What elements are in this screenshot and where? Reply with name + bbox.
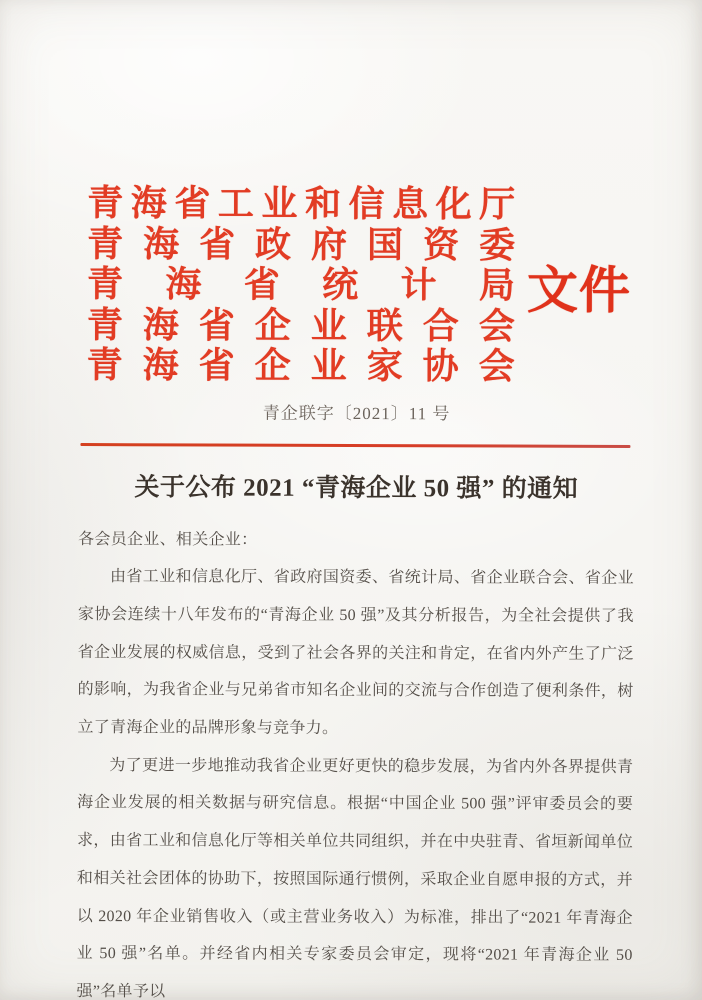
org-line-char: 企 <box>254 305 291 346</box>
org-line-char: 化 <box>435 184 472 225</box>
org-line <box>87 305 515 347</box>
org-line-char: 青 <box>87 223 124 264</box>
document-body <box>76 521 634 1000</box>
org-line-char: 省 <box>174 183 211 224</box>
org-line-char: 海 <box>142 345 179 386</box>
org-line-char: 省 <box>199 224 236 265</box>
org-line-char: 省 <box>198 305 235 346</box>
org-line-char: 海 <box>142 305 179 346</box>
org-line-char: 国 <box>366 224 404 265</box>
org-line-char: 委 <box>478 225 516 266</box>
salutation: 各会员企业、相关企业： <box>78 530 258 549</box>
document-title: 关于公布 2021 “青海企业 50 强” 的通知 <box>134 473 579 503</box>
org-line-char: 海 <box>143 224 180 265</box>
document-label: 文件 <box>526 263 632 321</box>
org-line-char: 海 <box>165 264 202 305</box>
org-line <box>87 224 515 266</box>
org-line-char: 工 <box>217 183 255 224</box>
org-line-char: 合 <box>422 305 459 347</box>
org-line-char: 信 <box>348 184 385 225</box>
body-paragraph-1: 由省工业和信息化厅、省政府国资委、省统计局、省企业联合会、省企业家协会连续十八年发布的“青海企业 50 强”及其分析报告，为全社会提供了我省企业发展的权威信息，受到了社会各界的关注和肯定，在省内外产生了广泛的影响，为我省企业与兄弟省市知名企业间的交流与合作创造了便利条件，树立了青海企业的品牌形象与竞争力。 <box>77 568 635 737</box>
body-paragraph-2: 为了更进一步地推动我省企业更好更快的稳步发展，为省内外各界提供青海企业发展的相关数据与研究信息。根据“中国企业 500 强”评审委员会的要求，由省工业和信息化厅等相关单位共同组织，并在中央驻青、省垣新闻单位和相关社会团体的协助下，按照国际通行惯例，采取企业自愿申报的方式，并以 2020 年企业销售收入（或主营业务收入）为标准，排出了“2021 年青海企业 50 强”名单。并经省内相关专家委员会审定，现将“2021 年青海企业 50 强”名单予以 <box>76 756 634 1000</box>
org-line-char: 业 <box>310 346 347 387</box>
org-line-char: 青 <box>87 183 124 224</box>
org-line-char: 府 <box>311 224 348 265</box>
org-line-char: 资 <box>422 224 460 266</box>
org-line-char: 业 <box>261 183 298 225</box>
org-line <box>87 264 515 306</box>
org-line-char: 局 <box>478 265 516 306</box>
issuing-organizations <box>87 183 516 387</box>
org-line-char: 和 <box>304 184 342 225</box>
document-number: 青企联字〔2021〕11 号 <box>262 403 451 423</box>
org-line-char: 青 <box>86 345 123 386</box>
org-line-char: 息 <box>392 184 429 225</box>
org-line-char: 会 <box>478 306 515 347</box>
org-line-char: 青 <box>86 304 123 345</box>
org-line-char: 家 <box>366 346 403 387</box>
org-line-char: 协 <box>422 346 459 387</box>
org-line-char: 计 <box>400 265 437 306</box>
org-line-char: 海 <box>130 183 167 224</box>
org-line-char: 业 <box>310 305 347 346</box>
org-line <box>87 345 515 387</box>
org-line-char: 厅 <box>479 184 516 225</box>
org-line-char: 省 <box>198 345 235 386</box>
red-divider-line <box>80 443 630 448</box>
org-line-char: 省 <box>243 264 280 305</box>
org-line-char: 政 <box>255 224 292 265</box>
org-line-char: 统 <box>322 265 359 306</box>
org-line-char: 联 <box>366 305 403 346</box>
org-line <box>87 183 515 225</box>
letterhead <box>79 0 636 387</box>
org-line-char: 青 <box>86 264 124 305</box>
org-line-char: 企 <box>254 345 291 387</box>
org-line-char: 会 <box>478 346 515 387</box>
document-content <box>76 0 636 1000</box>
